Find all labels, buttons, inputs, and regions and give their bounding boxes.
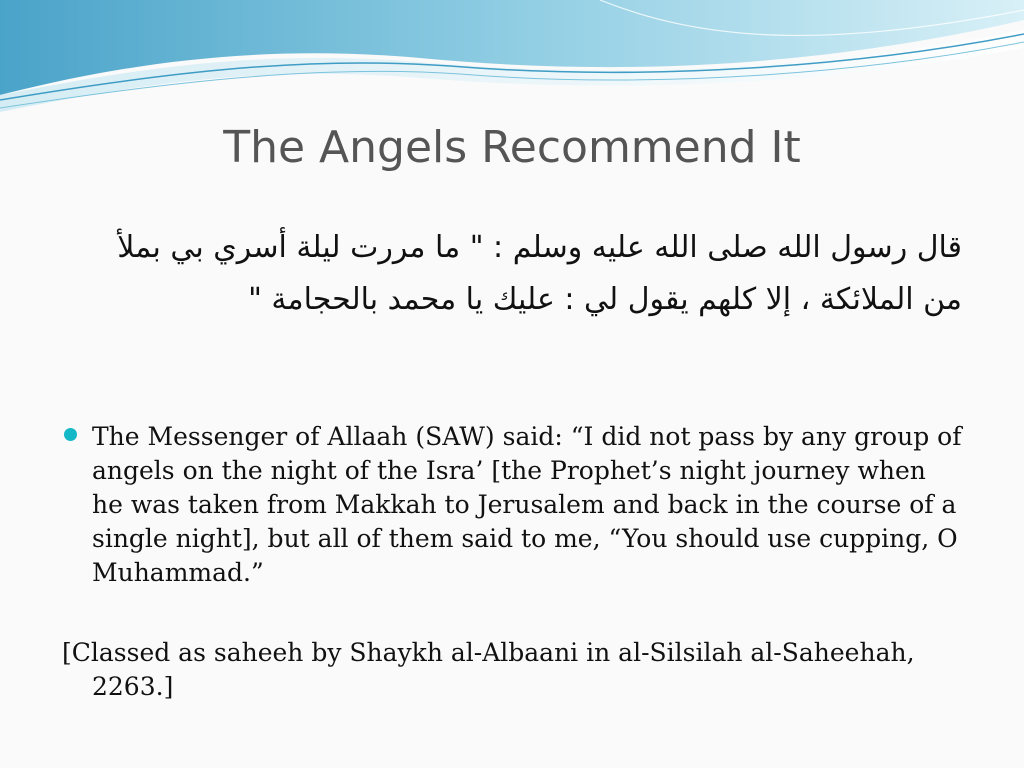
bullet-marker [64,428,77,441]
hadith-translation-text: The Messenger of Allaah (SAW) said: “I did not pass by any group of angels on the night of the Isra’ [the Prophet’s night journey when he was taken from Makkah to Jerusalem and back in the course of a single night], but all of them said to me, “You should use cupping, O Muhammad.” [92,422,962,587]
slide-title: The Angels Recommend It [223,122,801,173]
arabic-hadith-text: قال رسول الله صلى الله عليه وسلم : " ما مررت ليلة أسري بي بملأ من الملائكة ، إلا كلهم يقول لي : عليك يا محمد بالحجامة " [117,230,962,317]
header-wave-decoration [0,0,1024,120]
citation-text: [Classed as saheeh by Shaykh al-Albaani in al-Silsilah al-Saheehah, 2263.] [62,638,915,701]
